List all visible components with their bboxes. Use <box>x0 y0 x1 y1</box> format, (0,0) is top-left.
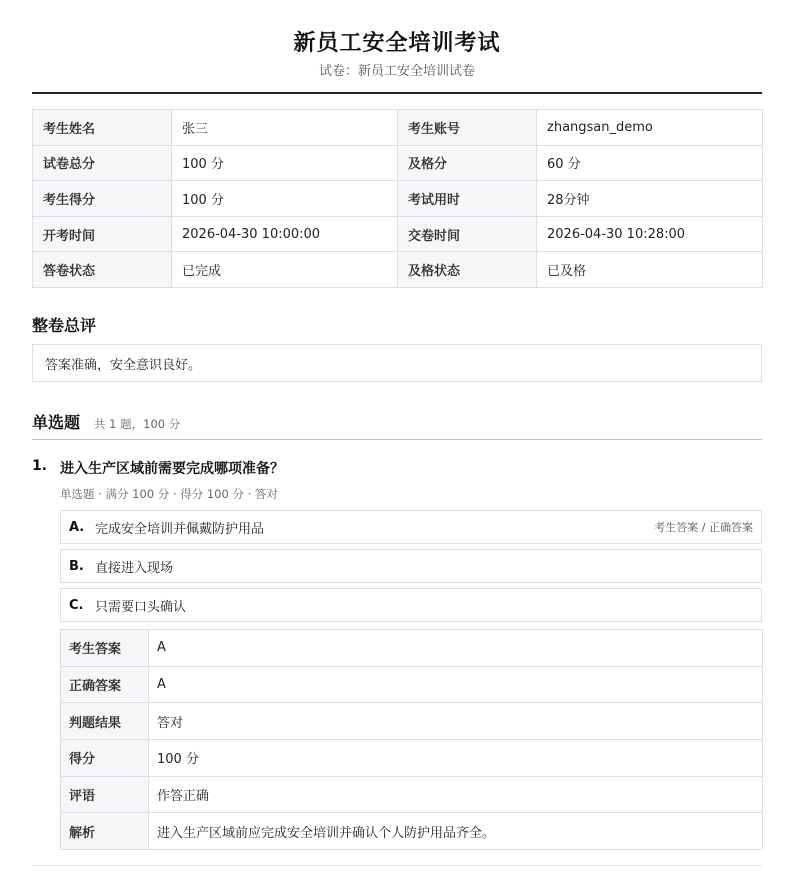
detail-value: A <box>149 630 763 667</box>
info-value: 2026-04-30 10:00:00 <box>172 216 398 252</box>
table-row <box>33 216 763 252</box>
option-letter: C. <box>69 597 84 613</box>
option-c <box>60 588 762 622</box>
info-label: 考生账号 <box>398 110 537 146</box>
table-row <box>61 813 763 850</box>
table-row <box>61 740 763 777</box>
page-title: 新员工安全培训考试 <box>293 31 501 56</box>
info-value: 张三 <box>172 110 398 146</box>
info-label: 考试用时 <box>398 181 537 217</box>
table-row <box>61 630 763 667</box>
option-letter: A. <box>69 519 85 535</box>
question-number: 1. <box>32 458 48 474</box>
table-row <box>33 252 763 288</box>
summary-heading: 整卷总评 <box>32 316 97 335</box>
detail-value: 进入生产区域前应完成安全培训并确认个人防护用品齐全。 <box>149 813 763 850</box>
detail-value: 作答正确 <box>149 776 763 813</box>
detail-label: 解析 <box>61 813 149 850</box>
info-value: 100 分 <box>172 145 398 181</box>
section-divider <box>32 439 762 440</box>
info-label: 及格状态 <box>398 252 537 288</box>
option-text: 直接进入现场 <box>95 560 174 576</box>
table-row <box>61 703 763 740</box>
info-value: 2026-04-30 10:28:00 <box>537 216 763 252</box>
summary-text: 答案准确，安全意识良好。 <box>45 357 202 373</box>
detail-label: 考生答案 <box>61 630 149 667</box>
detail-value: A <box>149 666 763 703</box>
option-a <box>60 510 762 544</box>
exam-info-table <box>32 109 763 288</box>
question-title <box>32 458 284 478</box>
option-b <box>60 549 762 583</box>
table-row <box>33 181 763 217</box>
title-divider <box>32 92 762 94</box>
section-title: 单选题 <box>32 413 81 432</box>
detail-label: 判题结果 <box>61 703 149 740</box>
info-value: 60 分 <box>537 145 763 181</box>
table-row <box>61 776 763 813</box>
option-text: 完成安全培训并佩戴防护用品 <box>95 521 265 537</box>
detail-value: 答对 <box>149 703 763 740</box>
question-divider <box>32 865 762 866</box>
info-label: 答卷状态 <box>33 252 172 288</box>
section-header <box>32 410 180 433</box>
table-row <box>33 110 763 146</box>
info-label: 及格分 <box>398 145 537 181</box>
question-text: 进入生产区域前需要完成哪项准备？ <box>60 461 284 477</box>
page-subtitle: 试卷：新员工安全培训试卷 <box>318 64 475 79</box>
info-label: 开考时间 <box>33 216 172 252</box>
question-meta: 单选题 · 满分 100 分 · 得分 100 分 · 答对 <box>60 487 278 501</box>
info-value: 28分钟 <box>537 181 763 217</box>
info-label: 交卷时间 <box>398 216 537 252</box>
table-row <box>61 666 763 703</box>
detail-label: 正确答案 <box>61 666 149 703</box>
info-value: 已及格 <box>537 252 763 288</box>
table-row <box>33 145 763 181</box>
info-label: 试卷总分 <box>33 145 172 181</box>
info-value: zhangsan_demo <box>537 110 763 146</box>
answer-detail-table <box>60 629 763 850</box>
info-label: 考生姓名 <box>33 110 172 146</box>
info-label: 考生得分 <box>33 181 172 217</box>
summary-box <box>32 344 762 382</box>
option-letter: B. <box>69 558 84 574</box>
section-meta: 共 1 题，100 分 <box>94 417 181 431</box>
info-value: 已完成 <box>172 252 398 288</box>
option-text: 只需要口头确认 <box>95 599 187 615</box>
detail-value: 100 分 <box>149 740 763 777</box>
info-value: 100 分 <box>172 181 398 217</box>
answer-tag: 考生答案 / 正确答案 <box>654 521 753 534</box>
detail-label: 得分 <box>61 740 149 777</box>
detail-label: 评语 <box>61 776 149 813</box>
